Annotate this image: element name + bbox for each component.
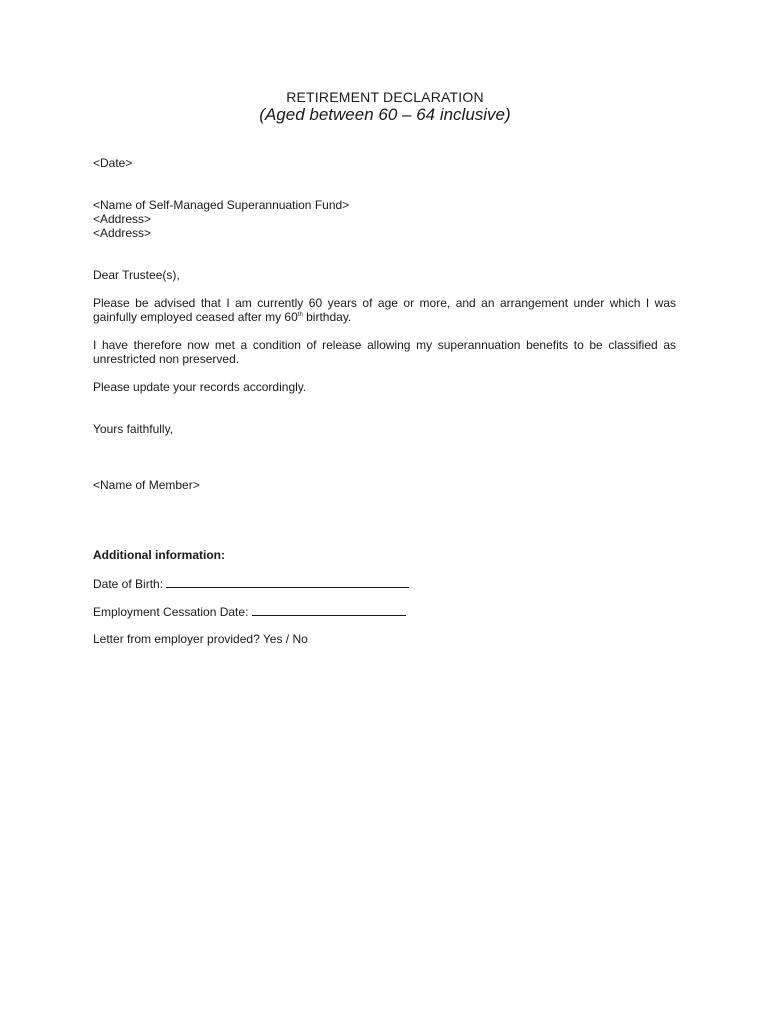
paragraph-condition-of-release: I have therefore now met a condition of release allowing my superannuation benefits to be classified as unrestricted non preserved. [93,338,676,366]
fund-name-placeholder: <Name of Self-Managed Superannuation Fund> [93,198,350,212]
paragraph-retirement-notice-text: Please be advised that I am currently 60 years of age or more, and an arrangement under which I was gainfully employed ceased after my 60 [93,296,676,324]
closing: Yours faithfully, [93,422,174,436]
cessation-date-label: Employment Cessation Date: [93,605,252,619]
ordinal-suffix: th [297,312,303,318]
date-placeholder: <Date> [93,156,133,170]
member-name-placeholder: <Name of Member> [93,478,200,492]
employer-letter-question: Letter from employer provided? Yes / No [93,632,308,646]
salutation: Dear Trustee(s), [93,268,180,282]
paragraph-update-records: Please update your records accordingly. [93,380,307,394]
cessation-date-field[interactable] [252,604,406,616]
additional-info-heading: Additional information: [93,548,225,562]
date-of-birth-row [93,576,676,591]
paragraph-retirement-notice-end: birthday. [302,310,352,324]
document-title: RETIREMENT DECLARATION [286,89,484,105]
paragraph-retirement-notice [93,296,676,324]
address-line-2: <Address> [93,226,152,240]
address-line-1: <Address> [93,212,152,226]
date-of-birth-field[interactable] [166,576,409,588]
date-of-birth-label: Date of Birth: [93,577,167,591]
document-subtitle: (Aged between 60 – 64 inclusive) [259,105,511,124]
cessation-date-row [93,604,676,619]
